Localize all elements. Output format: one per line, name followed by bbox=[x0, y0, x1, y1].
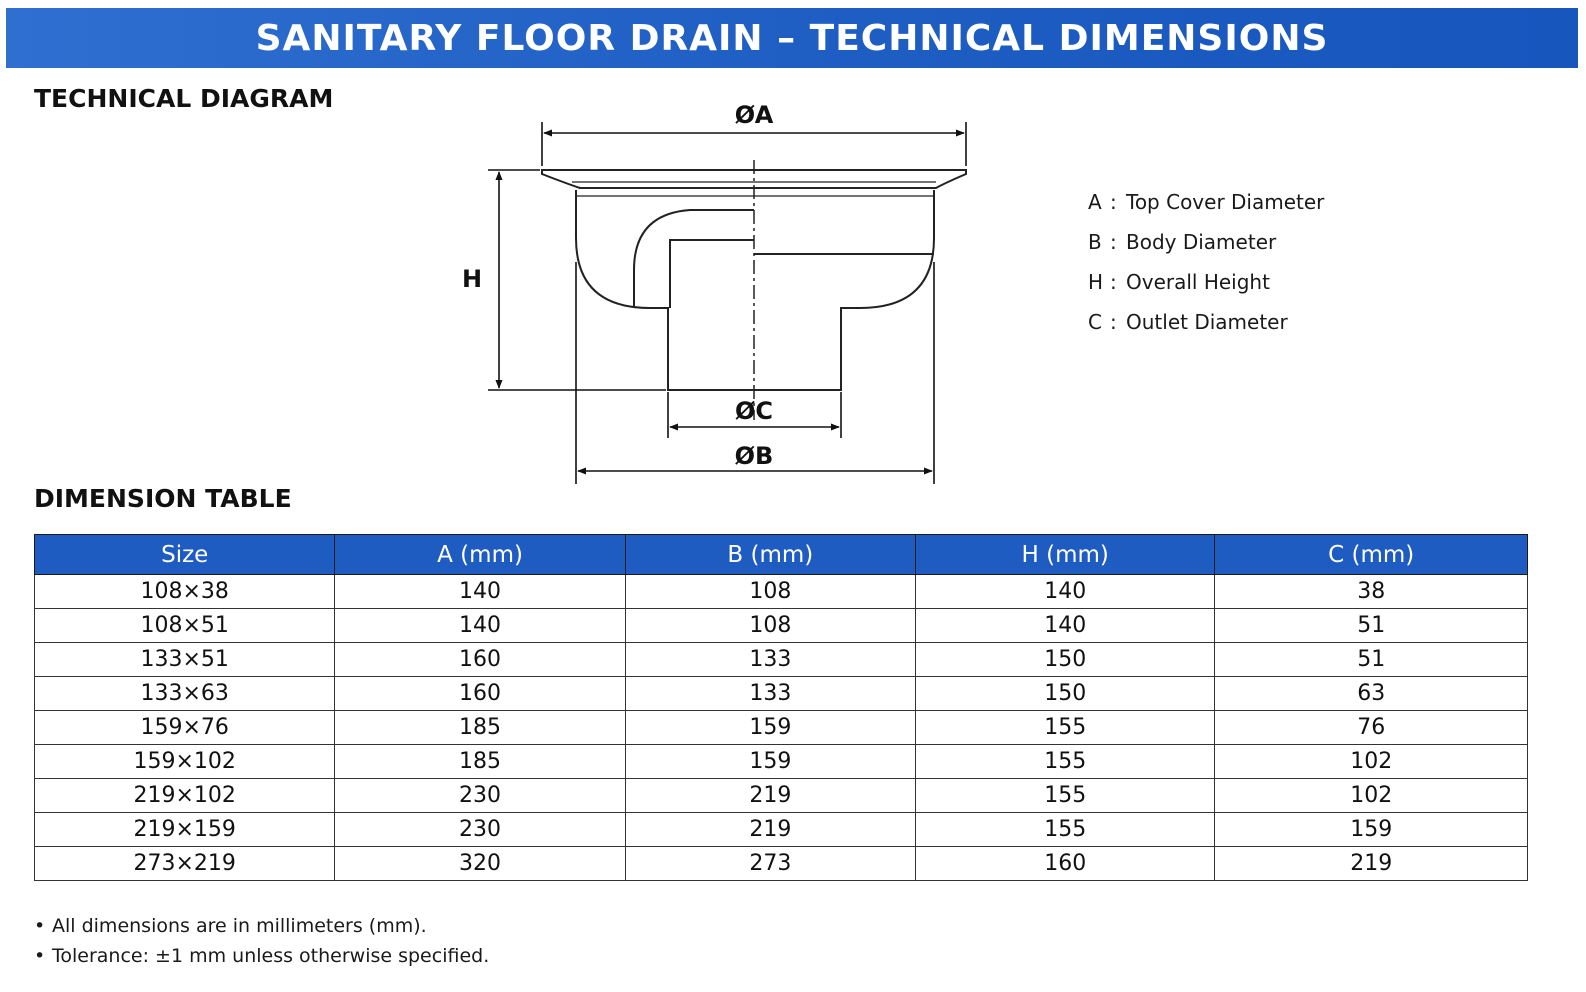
column-header-c: C (mm) bbox=[1215, 535, 1528, 575]
table-cell: 108×38 bbox=[35, 575, 335, 609]
label-a: ØA bbox=[734, 101, 774, 129]
legend-item: H : Overall Height bbox=[1088, 270, 1270, 294]
table-cell: 160 bbox=[335, 643, 625, 677]
table-cell: 140 bbox=[335, 609, 625, 643]
table-cell: 230 bbox=[335, 813, 625, 847]
table-cell: 219 bbox=[625, 813, 915, 847]
table-row bbox=[35, 609, 1528, 643]
legend-item: C : Outlet Diameter bbox=[1088, 310, 1288, 334]
legend-key: A bbox=[1088, 190, 1102, 214]
table-cell: 51 bbox=[1215, 643, 1528, 677]
note-item: • Tolerance: ±1 mm unless otherwise specified. bbox=[34, 944, 489, 974]
table-cell: 150 bbox=[916, 643, 1215, 677]
table-cell: 155 bbox=[916, 813, 1215, 847]
label-c: ØC bbox=[734, 397, 774, 425]
diagram-section-title: TECHNICAL DIAGRAM bbox=[34, 84, 334, 113]
drain-bowl bbox=[576, 190, 934, 390]
table-cell: 63 bbox=[1215, 677, 1528, 711]
legend-text: Outlet Diameter bbox=[1126, 310, 1288, 334]
table-cell: 159 bbox=[625, 745, 915, 779]
table-cell: 219 bbox=[625, 779, 915, 813]
table-cell: 108 bbox=[625, 575, 915, 609]
label-b: ØB bbox=[734, 442, 774, 470]
table-cell: 159 bbox=[1215, 813, 1528, 847]
table-cell: 159 bbox=[625, 711, 915, 745]
legend-key: B bbox=[1088, 230, 1102, 254]
note-item: • All dimensions are in millimeters (mm). bbox=[34, 914, 489, 944]
table-cell: 133×51 bbox=[35, 643, 335, 677]
legend-key: C bbox=[1088, 310, 1102, 334]
table-header-row bbox=[35, 535, 1528, 575]
table-cell: 102 bbox=[1215, 745, 1528, 779]
table-cell: 102 bbox=[1215, 779, 1528, 813]
inner-elbow bbox=[634, 210, 754, 308]
table-row bbox=[35, 711, 1528, 745]
table-cell: 273 bbox=[625, 847, 915, 881]
table-cell: 140 bbox=[916, 609, 1215, 643]
column-header-a: A (mm) bbox=[335, 535, 625, 575]
table-cell: 273×219 bbox=[35, 847, 335, 881]
table-row bbox=[35, 813, 1528, 847]
legend-text: Overall Height bbox=[1126, 270, 1270, 294]
table-cell: 133×63 bbox=[35, 677, 335, 711]
table-row bbox=[35, 643, 1528, 677]
legend-text: Top Cover Diameter bbox=[1126, 190, 1325, 214]
legend-item: A : Top Cover Diameter bbox=[1088, 190, 1325, 214]
table-cell: 108 bbox=[625, 609, 915, 643]
table-cell: 155 bbox=[916, 745, 1215, 779]
page-title: SANITARY FLOOR DRAIN – TECHNICAL DIMENSIONS bbox=[255, 17, 1329, 59]
table-row bbox=[35, 745, 1528, 779]
table-cell: 140 bbox=[916, 575, 1215, 609]
table-row bbox=[35, 847, 1528, 881]
notes-list bbox=[34, 914, 489, 974]
column-header-size: Size bbox=[35, 535, 335, 575]
label-h: H bbox=[461, 265, 483, 293]
diagram-legend bbox=[1088, 188, 1324, 348]
table-cell: 219×102 bbox=[35, 779, 335, 813]
table-row bbox=[35, 575, 1528, 609]
table-cell: 133 bbox=[625, 677, 915, 711]
column-header-h: H (mm) bbox=[916, 535, 1215, 575]
table-cell: 76 bbox=[1215, 711, 1528, 745]
table-cell: 108×51 bbox=[35, 609, 335, 643]
legend-text: Body Diameter bbox=[1126, 230, 1277, 254]
table-cell: 185 bbox=[335, 745, 625, 779]
table-row bbox=[35, 677, 1528, 711]
table-row bbox=[35, 779, 1528, 813]
legend-key: H bbox=[1088, 270, 1104, 294]
table-cell: 150 bbox=[916, 677, 1215, 711]
table-cell: 320 bbox=[335, 847, 625, 881]
table-cell: 155 bbox=[916, 711, 1215, 745]
table-cell: 160 bbox=[916, 847, 1215, 881]
table-cell: 159×76 bbox=[35, 711, 335, 745]
legend-item: B : Body Diameter bbox=[1088, 230, 1277, 254]
table-cell: 160 bbox=[335, 677, 625, 711]
dimension-table bbox=[34, 534, 1528, 881]
table-cell: 219 bbox=[1215, 847, 1528, 881]
table-cell: 140 bbox=[335, 575, 625, 609]
table-cell: 38 bbox=[1215, 575, 1528, 609]
table-section-title: DIMENSION TABLE bbox=[34, 484, 292, 513]
table-cell: 155 bbox=[916, 779, 1215, 813]
table-cell: 219×159 bbox=[35, 813, 335, 847]
column-header-b: B (mm) bbox=[625, 535, 915, 575]
table-cell: 159×102 bbox=[35, 745, 335, 779]
table-cell: 51 bbox=[1215, 609, 1528, 643]
table-cell: 133 bbox=[625, 643, 915, 677]
table-cell: 185 bbox=[335, 711, 625, 745]
table-cell: 230 bbox=[335, 779, 625, 813]
